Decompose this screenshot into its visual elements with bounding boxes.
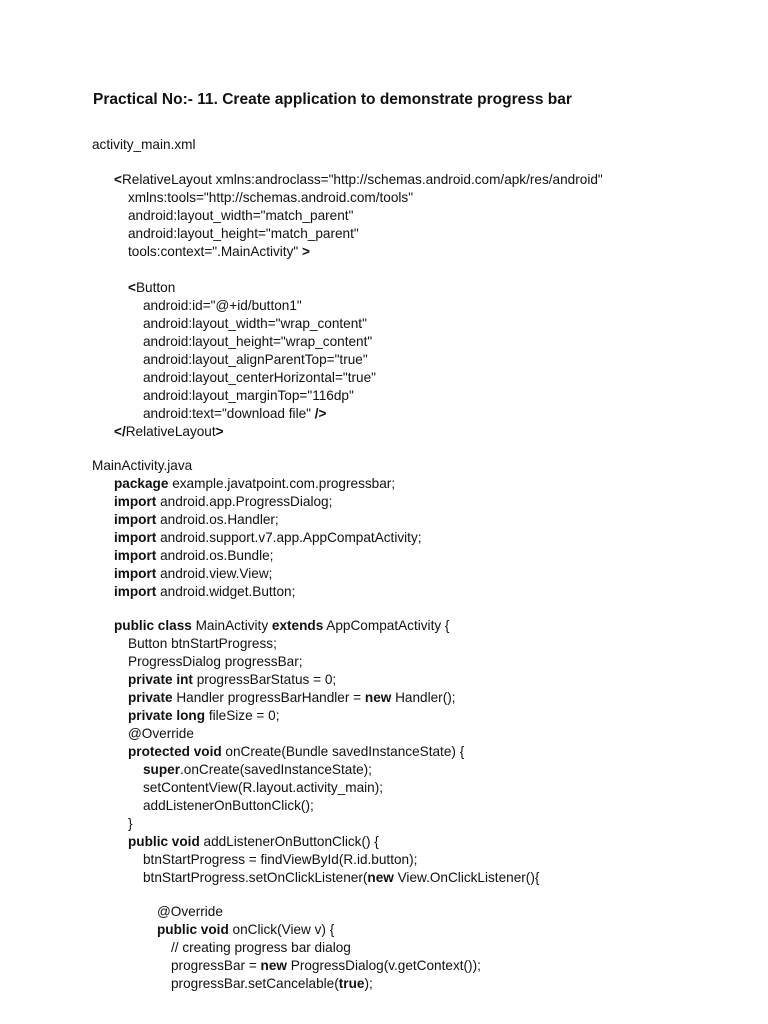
code-text: android.os.Handler; bbox=[156, 512, 279, 527]
code-text: .onCreate(savedInstanceState); bbox=[180, 762, 372, 777]
code-line bbox=[143, 761, 372, 779]
code-line bbox=[114, 547, 273, 565]
code-text: android:layout_width="wrap_content" bbox=[143, 316, 367, 331]
code-keyword: true bbox=[338, 976, 365, 991]
code-line bbox=[92, 136, 196, 154]
code-text: @Override bbox=[157, 904, 223, 919]
code-keyword: import bbox=[114, 584, 157, 599]
code-text: onClick(View v) { bbox=[228, 922, 335, 937]
code-text: android:layout_height="match_parent" bbox=[128, 226, 359, 241]
code-keyword: import bbox=[114, 512, 157, 527]
code-line bbox=[114, 511, 279, 529]
code-text: RelativeLayout xmlns:androclass="http://schemas.android.com/apk/res/android" bbox=[121, 172, 603, 187]
code-keyword: super bbox=[143, 762, 181, 777]
code-text: progressBar = bbox=[171, 958, 261, 973]
code-line bbox=[114, 565, 272, 583]
code-keyword: new bbox=[367, 870, 394, 885]
code-line bbox=[128, 671, 336, 689]
code-text: addListenerOnButtonClick(); bbox=[143, 798, 314, 813]
code-line bbox=[143, 779, 383, 797]
code-text: addListenerOnButtonClick() { bbox=[199, 834, 379, 849]
code-text: MainActivity.java bbox=[92, 458, 193, 473]
code-line bbox=[128, 635, 277, 653]
code-keyword: import bbox=[114, 494, 157, 509]
code-text: xmlns:tools="http://schemas.android.com/tools" bbox=[128, 190, 414, 205]
code-line bbox=[143, 315, 367, 333]
code-line bbox=[128, 189, 413, 207]
code-line bbox=[157, 903, 223, 921]
code-keyword: > bbox=[301, 244, 310, 259]
code-text: Button bbox=[135, 280, 176, 295]
code-line bbox=[128, 243, 310, 261]
code-text: ); bbox=[364, 976, 373, 991]
code-line bbox=[128, 743, 464, 761]
code-line bbox=[128, 653, 303, 671]
code-keyword: import bbox=[114, 548, 157, 563]
code-keyword: /> bbox=[314, 406, 327, 421]
code-text: RelativeLayout bbox=[125, 424, 216, 439]
code-line bbox=[114, 423, 224, 441]
code-keyword: new bbox=[260, 958, 287, 973]
code-text: android:layout_centerHorizontal="true" bbox=[143, 370, 376, 385]
code-text: Handler progressBarHandler = bbox=[172, 690, 365, 705]
code-text: Handler(); bbox=[391, 690, 456, 705]
code-text: progressBar.setCancelable( bbox=[171, 976, 339, 991]
code-line bbox=[128, 815, 133, 833]
code-text: android.view.View; bbox=[156, 566, 273, 581]
code-line bbox=[171, 939, 351, 957]
code-text: android:layout_alignParentTop="true" bbox=[143, 352, 368, 367]
code-keyword: private long bbox=[128, 708, 206, 723]
code-line bbox=[128, 707, 279, 725]
code-text: // creating progress bar dialog bbox=[171, 940, 351, 955]
code-text: onCreate(Bundle savedInstanceState) { bbox=[221, 744, 465, 759]
code-text: android:layout_width="match_parent" bbox=[128, 208, 354, 223]
code-line bbox=[143, 369, 376, 387]
code-line bbox=[128, 279, 175, 297]
code-keyword: private int bbox=[128, 672, 193, 687]
code-text: android.app.ProgressDialog; bbox=[156, 494, 333, 509]
code-line bbox=[114, 171, 603, 189]
code-line bbox=[114, 529, 422, 547]
code-text: View.OnClickListener(){ bbox=[393, 870, 540, 885]
code-text: btnStartProgress.setOnClickListener( bbox=[143, 870, 368, 885]
code-line bbox=[143, 333, 372, 351]
code-text: activity_main.xml bbox=[92, 137, 196, 152]
code-line bbox=[171, 975, 373, 993]
code-line bbox=[114, 475, 395, 493]
code-line bbox=[128, 833, 379, 851]
code-text: android:text="download file" bbox=[143, 406, 315, 421]
code-text: android.widget.Button; bbox=[156, 584, 296, 599]
code-text: ProgressDialog(v.getContext()); bbox=[286, 958, 481, 973]
code-line bbox=[128, 725, 194, 743]
code-text: setContentView(R.layout.activity_main); bbox=[143, 780, 384, 795]
code-keyword: private bbox=[128, 690, 173, 705]
code-line bbox=[157, 921, 334, 939]
code-line bbox=[92, 457, 192, 475]
code-keyword: > bbox=[215, 424, 224, 439]
code-line bbox=[143, 869, 539, 887]
code-keyword: new bbox=[364, 690, 392, 705]
code-text: progressBarStatus = 0; bbox=[192, 672, 337, 687]
code-line bbox=[114, 493, 332, 511]
code-keyword: public void bbox=[128, 834, 200, 849]
code-text: android.support.v7.app.AppCompatActivity; bbox=[156, 530, 422, 545]
code-line bbox=[143, 387, 354, 405]
code-keyword: </ bbox=[114, 424, 126, 439]
code-text: tools:context=".MainActivity" bbox=[128, 244, 302, 259]
code-line bbox=[114, 583, 295, 601]
code-text: android:layout_marginTop="116dp" bbox=[143, 388, 354, 403]
code-line bbox=[143, 797, 314, 815]
code-keyword: < bbox=[114, 172, 122, 187]
code-text: MainActivity bbox=[191, 618, 272, 633]
code-line bbox=[143, 351, 368, 369]
code-line bbox=[143, 851, 417, 869]
code-line bbox=[128, 225, 359, 243]
code-line bbox=[128, 207, 353, 225]
code-line bbox=[143, 405, 326, 423]
code-keyword: public void bbox=[157, 922, 229, 937]
code-keyword: < bbox=[128, 280, 136, 295]
code-keyword: public class bbox=[114, 618, 192, 633]
page-title: Practical No:- 11. Create application to demonstrate progress bar bbox=[93, 91, 572, 108]
code-text: @Override bbox=[128, 726, 194, 741]
code-keyword: import bbox=[114, 566, 157, 581]
code-text: AppCompatActivity { bbox=[323, 618, 450, 633]
code-text: btnStartProgress = findViewById(R.id.button); bbox=[143, 852, 418, 867]
code-line bbox=[171, 957, 481, 975]
code-line bbox=[114, 617, 449, 635]
code-line bbox=[143, 297, 302, 315]
code-text: Button btnStartProgress; bbox=[128, 636, 277, 651]
code-keyword: extends bbox=[271, 618, 324, 633]
code-text: } bbox=[128, 816, 133, 831]
code-keyword: import bbox=[114, 530, 157, 545]
code-text: example.javatpoint.com.progressbar; bbox=[168, 476, 396, 491]
code-text: ProgressDialog progressBar; bbox=[128, 654, 303, 669]
code-line bbox=[128, 689, 456, 707]
code-text: android:id="@+id/button1" bbox=[143, 298, 302, 313]
code-keyword: protected void bbox=[128, 744, 222, 759]
code-text: fileSize = 0; bbox=[205, 708, 280, 723]
code-text: android.os.Bundle; bbox=[156, 548, 274, 563]
code-keyword: package bbox=[114, 476, 169, 491]
code-text: android:layout_height="wrap_content" bbox=[143, 334, 373, 349]
